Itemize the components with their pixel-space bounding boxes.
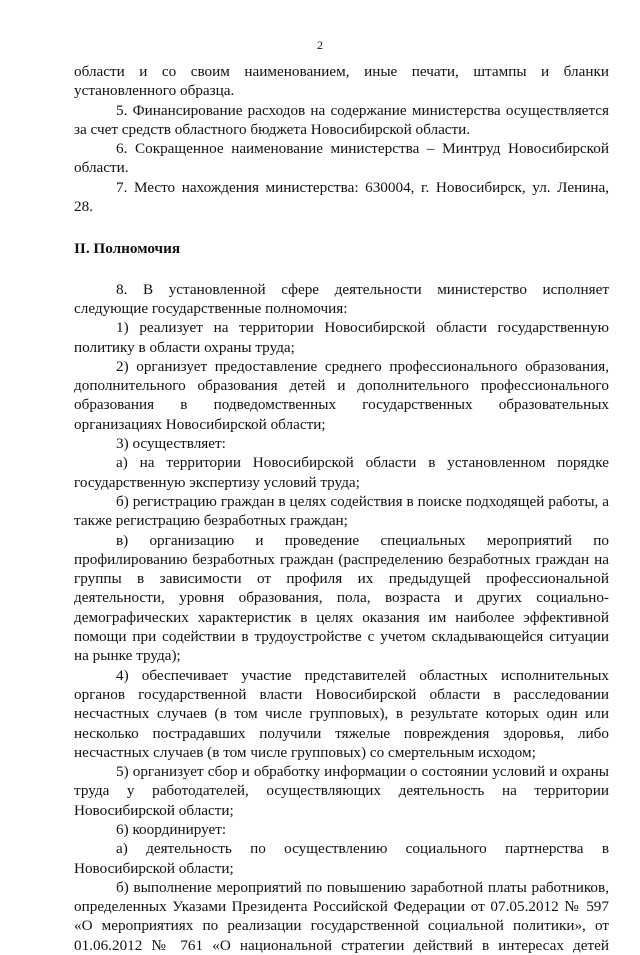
paragraph-seal-continuation: области и со своим наименованием, иные печати, штампы и бланки установленного образца. (74, 63, 609, 100)
paragraph-5-financing: 5. Финансирование расходов на содержание министерства осуществляется за счет средств областного бюджета Новосибирской области. (74, 101, 609, 138)
paragraph-7-location: 7. Место нахождения министерства: 630004, г. Новосибирск, ул. Ленина, 28. (74, 178, 609, 216)
item-4-investigation: 4) обеспечивает участие представителей областных исполнительных органов государственной власти Новосибирской области в расследовании несчастных случаев (в том числе групповых), в результате которых один или несколько пострадавших получили тяжелые повреждения здоровья, либо несчастных случаев (в том числе групповых) со смертельным исходом; (74, 666, 609, 761)
page-number: 2 (317, 38, 323, 52)
paragraph-6-short-name: 6. Сокращенное наименование министерства – Минтруд Новосибирской области. (74, 140, 609, 177)
item-6a-social-partnership: а) деятельность по осуществлению социального партнерства в Новосибирской области; (74, 840, 609, 877)
item-1-labor-protection: 1) реализует на территории Новосибирской области государственную политику в области охраны труда; (74, 319, 609, 356)
item-2-education: 2) организует предоставление среднего профессионального образования, дополнительного образования детей и дополнительного профессионального образования в подведомственных государственных образовательных организациях Новосибирской области; (74, 357, 609, 433)
paragraph-8-powers: 8. В установленной сфере деятельности министерство исполняет следующие государственные полномочия: (74, 280, 609, 317)
item-3c-profiling: в) организацию и проведение специальных мероприятий по профилированию безработных граждан (распределению безработных граждан на группы в зависимости от профиля их предыдущей профессиональной деятельности, уровня образования, пола, возраста и других социально-демографических характеристик в целях оказания им наиболее эффективной помощи при содействии в трудоустройстве с учетом складывающейся ситуации на рынке труда); (74, 531, 609, 665)
item-3-carries-out: 3) осуществляет: (116, 435, 226, 453)
item-3b-registration: б) регистрацию граждан в целях содействия в поиске подходящей работы, а также регистрацию безработных граждан; (74, 492, 609, 530)
item-5-information: 5) организует сбор и обработку информации о состоянии условий и охраны труда у работодателей, осуществляющих деятельность на территории Новосибирской области; (74, 763, 609, 819)
document-body (74, 62, 609, 955)
item-6-coordinates: 6) координирует: (116, 820, 227, 838)
item-3a-expertise: а) на территории Новосибирской области в установленном порядке государственную экспертизу условий труда; (74, 454, 609, 491)
item-6b-wages: б) выполнение мероприятий по повышению заработной платы работников, определенных Указами Президента Российской Федерации от 07.05.2012 № 597 «О мероприятиях по реализации государственной социальной политики», от 01.06.2012 № 761 «О национальной стратегии действий в интересах детей (74, 878, 609, 954)
section-heading: II. Полномочия (74, 240, 181, 258)
